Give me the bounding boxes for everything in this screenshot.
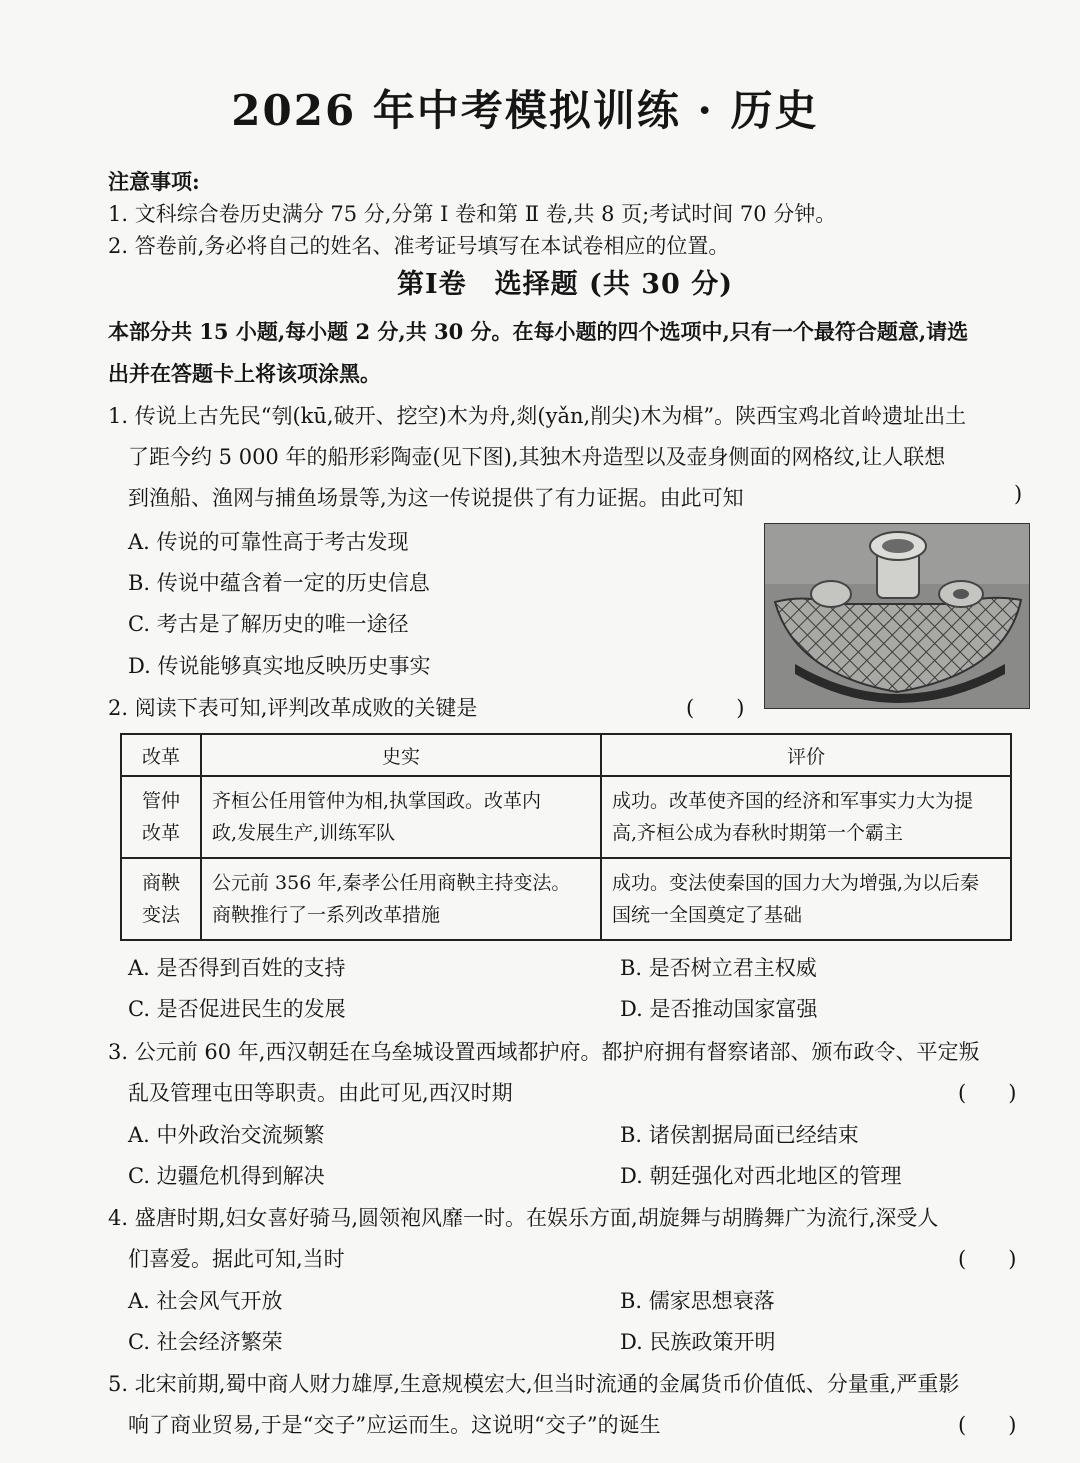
pottery-boat-pot-image [764, 523, 1030, 709]
answer-paren[interactable]: ( ) [958, 1247, 1017, 1271]
option-d[interactable]: D. 民族政策开明 [620, 1330, 776, 1354]
section-intro: 本部分共 15 小题,每小题 2 分,共 30 分。在每小题的四个选项中,只有一个最符合题意,请选 [108, 319, 969, 344]
option-a[interactable]: A. 是否得到百姓的支持 [128, 956, 346, 980]
table-header: 改革 [121, 734, 201, 776]
reform-fact-cell: 齐桓公任用管仲为相,执掌国政。改革内 政,发展生产,训练军队 [201, 776, 601, 858]
question-3-text: 3. 公元前 60 年,西汉朝廷在乌垒城设置西域都护府。都护府拥有督察诸部、颁布政令、平定叛 [108, 1040, 980, 1064]
question-5-text: 响了商业贸易,于是“交子”应运而生。这说明“交子”的诞生 [128, 1413, 661, 1437]
reform-name-cell: 商鞅 变法 [121, 858, 201, 940]
reform-eval-cell: 成功。变法使秦国的国力大为增强,为以后秦 国统一全国奠定了基础 [601, 858, 1011, 940]
reform-name-cell: 管仲 改革 [121, 776, 201, 858]
answer-paren[interactable]: ( ) [686, 696, 745, 720]
option-c[interactable]: C. 是否促进民生的发展 [128, 997, 346, 1021]
option-b[interactable]: B. 诸侯割据局面已经结束 [620, 1123, 859, 1147]
option-c[interactable]: C. 边疆危机得到解决 [128, 1164, 325, 1188]
option-a[interactable]: A. 传说的可靠性高于考古发现 [128, 530, 409, 554]
table-row [121, 858, 1011, 940]
option-a[interactable]: A. 社会风气开放 [128, 1289, 283, 1313]
question-4-text: 4. 盛唐时期,妇女喜好骑马,圆领袍风靡一时。在娱乐方面,胡旋舞与胡腾舞广为流行,深受人 [108, 1206, 939, 1230]
question-5-text: 5. 北宋前期,蜀中商人财力雄厚,生意规模宏大,但当时流通的金属货币价值低、分量重,严重影 [108, 1372, 960, 1396]
answer-paren[interactable]: ( ) [958, 1081, 1017, 1105]
table-row [121, 776, 1011, 858]
reform-fact-cell: 公元前 356 年,秦孝公任用商鞅主持变法。 商鞅推行了一系列改革措施 [201, 858, 601, 940]
note-item: 1. 文科综合卷历史满分 75 分,分第 Ⅰ 卷和第 Ⅱ 卷,共 8 页;考试时间 70 分钟。 [108, 202, 837, 226]
question-1-text: 了距今约 5 000 年的船形彩陶壶(见下图),其独木舟造型以及壶身侧面的网格纹,让人联想 [128, 445, 946, 469]
reform-table [120, 733, 1012, 941]
answer-paren[interactable]: ) [1014, 482, 1023, 506]
option-b[interactable]: B. 儒家思想衰落 [620, 1289, 775, 1313]
option-c[interactable]: C. 社会经济繁荣 [128, 1330, 283, 1354]
question-1-text: 1. 传说上古先民“刳(kū,破开、挖空)木为舟,剡(yǎn,削尖)木为楫”。陕西宝鸡北首岭遗址出土 [108, 404, 967, 428]
option-c[interactable]: C. 考古是了解历史的唯一途径 [128, 612, 409, 636]
option-d[interactable]: D. 传说能够真实地反映历史事实 [128, 654, 431, 678]
question-1-text: 到渔船、渔网与捕鱼场景等,为这一传说提供了有力证据。由此可知 [128, 486, 744, 510]
option-b[interactable]: B. 是否树立君主权威 [620, 956, 817, 980]
option-b[interactable]: B. 传说中蕴含着一定的历史信息 [128, 571, 430, 595]
note-item: 2. 答卷前,务必将自己的姓名、准考证号填写在本试卷相应的位置。 [108, 234, 730, 258]
page-title: 2026 年中考模拟训练 · 历史 [231, 86, 819, 135]
reform-eval-cell: 成功。改革使齐国的经济和军事实力大为提 高,齐桓公成为春秋时期第一个霸主 [601, 776, 1011, 858]
table-header: 评价 [601, 734, 1011, 776]
question-4-text: 们喜爱。据此可知,当时 [128, 1247, 345, 1271]
section-intro: 出并在答题卡上将该项涂黑。 [108, 361, 381, 386]
option-d[interactable]: D. 是否推动国家富强 [620, 997, 818, 1021]
table-header: 史实 [201, 734, 601, 776]
table-header-row [121, 734, 1011, 776]
question-2-text: 2. 阅读下表可知,评判改革成败的关键是 [108, 696, 478, 720]
notes-heading: 注意事项: [108, 169, 200, 194]
answer-paren[interactable]: ( ) [958, 1413, 1017, 1437]
section-title: 第Ⅰ卷 选择题 (共 30 分) [397, 269, 733, 300]
option-a[interactable]: A. 中外政治交流频繁 [128, 1123, 325, 1147]
option-d[interactable]: D. 朝廷强化对西北地区的管理 [620, 1164, 902, 1188]
question-3-text: 乱及管理屯田等职责。由此可见,西汉时期 [128, 1081, 513, 1105]
